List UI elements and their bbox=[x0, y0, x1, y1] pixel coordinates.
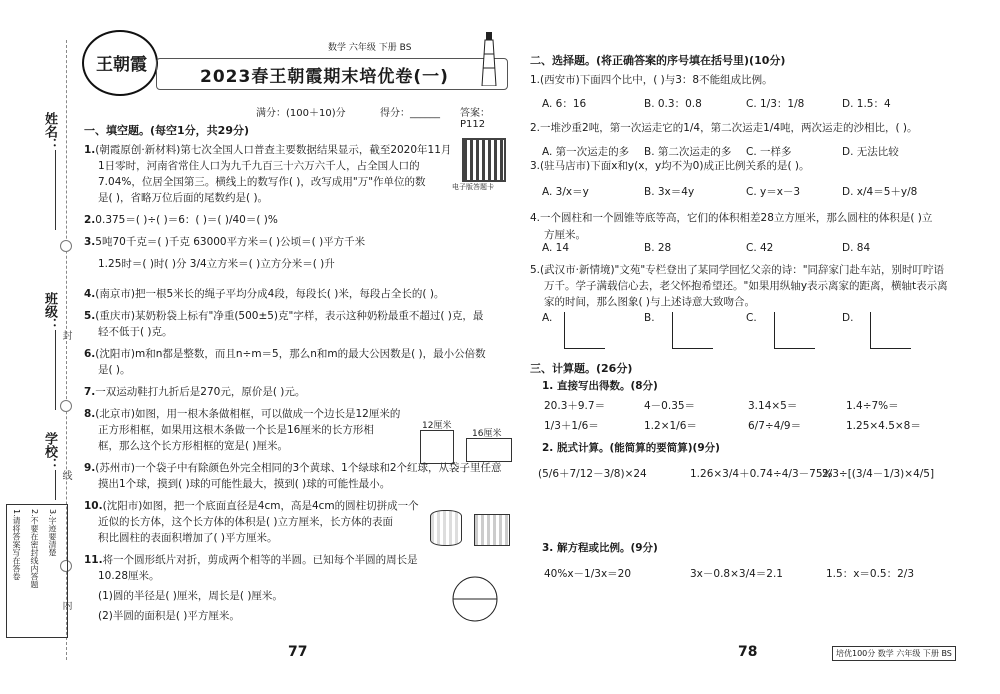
page-number: 78 bbox=[738, 644, 758, 660]
option-graph-b bbox=[672, 312, 713, 349]
question-line bbox=[98, 422, 374, 437]
section-choice: 二、选择题。(将正确答案的序号填在括号里)(10分) bbox=[530, 54, 786, 67]
choice-option[interactable]: C. 1/3：1/8 bbox=[746, 98, 805, 110]
class-label: 班级： bbox=[42, 292, 57, 331]
calc-item: 20.3＋9.7＝ bbox=[544, 400, 606, 412]
question-line bbox=[98, 190, 268, 205]
circle-figure bbox=[450, 574, 500, 624]
rectangle-length-label: 16厘米 bbox=[472, 429, 502, 439]
cylinder-figure bbox=[430, 510, 462, 546]
choice-option[interactable]: A. 14 bbox=[542, 242, 570, 254]
question-text: (沈阳市)如图，把一个底面直径是4cm，高是4cm的圆柱切拼成一个 bbox=[102, 500, 419, 512]
question-line bbox=[84, 234, 365, 249]
question-number: 8. bbox=[84, 408, 96, 420]
question-line bbox=[98, 362, 131, 377]
question-text: 一双运动鞋打九折后是270元，原价是( )元。 bbox=[95, 386, 306, 398]
calc-part-3: 3. 解方程或比例。(9分) bbox=[542, 542, 658, 554]
question-line bbox=[84, 142, 451, 157]
binding-sidebar bbox=[0, 0, 78, 694]
calc-item: 1.26×3/4＋0.74÷4/3－75% bbox=[690, 468, 833, 480]
question-line: 方厘米。 bbox=[544, 229, 586, 241]
question-number: 2. bbox=[84, 214, 96, 226]
section-fill-blank: 一、填空题。(每空1分，共29分) bbox=[84, 124, 250, 137]
question-text: (2)半圆的面积是( )平方厘米。 bbox=[98, 610, 240, 622]
calc-item: 3.14×5＝ bbox=[748, 400, 798, 412]
binding-hole bbox=[60, 400, 72, 412]
question-line bbox=[98, 568, 160, 583]
question-text: 正方形相框，如果用这根木条做一个长是16厘米的长方形相 bbox=[98, 424, 374, 436]
exam-title: 2023春王朝霞期末培优卷(一) bbox=[200, 67, 449, 87]
question-line bbox=[98, 174, 426, 189]
choice-option[interactable]: D. bbox=[842, 312, 854, 324]
choice-option[interactable]: A. 6：16 bbox=[542, 98, 587, 110]
name-label: 姓名： bbox=[42, 112, 57, 151]
choice-option[interactable]: D. 1.5：4 bbox=[842, 98, 891, 110]
question-line: 家的时间，那么图象( )与上述诗意大致吻合。 bbox=[544, 296, 756, 308]
question-number: 5. bbox=[84, 310, 96, 322]
choice-question: 2.一堆沙重2吨，第一次运走它的1/4，第二次运走1/4吨，两次运走的沙相比，( )。 bbox=[530, 122, 918, 134]
full-score: 满分：(100＋10)分 bbox=[256, 108, 346, 119]
question-text: 1日零时，河南省常住人口为九千九百三十六万六千人，占全国人口的 bbox=[98, 160, 420, 172]
question-line bbox=[98, 324, 173, 339]
calc-item: 6/7÷4/9＝ bbox=[748, 420, 802, 432]
question-line bbox=[84, 308, 483, 323]
question-number: 4. bbox=[84, 288, 96, 300]
question-text: (沈阳市)m和n都是整数，而且n÷m＝5，那么n和m的最大公因数是( )，最小公倍数 bbox=[95, 348, 486, 360]
calc-item: 2/3÷[(3/4－1/3)×4/5] bbox=[822, 468, 935, 480]
question-line bbox=[84, 346, 486, 361]
cuboid-figure bbox=[474, 514, 510, 546]
school-field[interactable] bbox=[55, 470, 56, 500]
square-frame-figure bbox=[420, 430, 454, 464]
choice-option[interactable]: B. 第二次运走的多 bbox=[644, 146, 732, 158]
notice-line: 2.不要在密封线内答题 bbox=[30, 509, 39, 589]
qr-code[interactable] bbox=[462, 138, 506, 182]
seal-mark: 封 bbox=[60, 330, 71, 340]
choice-option[interactable]: A. bbox=[542, 312, 553, 324]
question-text: 是( )，省略万位后面的尾数约是( )。 bbox=[98, 192, 269, 204]
question-number: 10. bbox=[84, 500, 103, 512]
question-number: 9. bbox=[84, 462, 96, 474]
question-text: (朝霞原创·新材料)第七次全国人口普查主要数据结果显示，截至2020年11月 bbox=[95, 144, 452, 156]
subject-tag: 数学 六年级 下册 BS bbox=[328, 43, 412, 53]
question-line bbox=[98, 608, 240, 623]
question-line bbox=[84, 498, 419, 513]
question-line bbox=[98, 530, 278, 545]
calc-item: 1/3＋1/6＝ bbox=[544, 420, 599, 432]
question-number: 7. bbox=[84, 386, 96, 398]
choice-option[interactable]: B. 0.3：0.8 bbox=[644, 98, 702, 110]
square-side-label: 12厘米 bbox=[422, 421, 452, 431]
option-graph-c bbox=[774, 312, 815, 349]
rectangle-frame-figure bbox=[466, 438, 512, 462]
page-right bbox=[520, 0, 990, 694]
question-line bbox=[98, 438, 288, 453]
question-text: (重庆市)某奶粉袋上标有"净重(500±5)克"字样，表示这种奶粉最重不超过( )克，最 bbox=[95, 310, 484, 322]
calc-item: 1.5：x＝0.5：2/3 bbox=[826, 568, 915, 580]
choice-option[interactable]: D. 84 bbox=[842, 242, 871, 254]
brand-logo: 王朝霞 bbox=[82, 30, 158, 96]
qr-caption: 电子版答题卡 bbox=[452, 183, 494, 191]
question-text: (苏州市)一个袋子中有除颜色外完全相同的3个黄球、1个绿球和2个红球，从袋子里任意 bbox=[95, 462, 502, 474]
question-line bbox=[98, 256, 335, 271]
option-graph-d bbox=[870, 312, 911, 349]
question-text: 10.28厘米。 bbox=[98, 570, 160, 582]
question-number: 3. bbox=[84, 236, 96, 248]
page-number: 77 bbox=[288, 644, 308, 660]
question-number: 1. bbox=[84, 144, 96, 156]
choice-option[interactable]: C. y＝x－3 bbox=[746, 186, 801, 198]
question-text: 1.25时＝( )时( )分 3/4立方米＝( )立方分米＝( )升 bbox=[98, 258, 335, 270]
choice-option[interactable]: D. 无法比较 bbox=[842, 146, 899, 158]
seal-mark: 内 bbox=[60, 600, 71, 610]
question-line bbox=[84, 212, 278, 227]
calc-part-2: 2. 脱式计算。(能简算的要简算)(9分) bbox=[542, 442, 720, 454]
choice-option[interactable]: C. bbox=[746, 312, 757, 324]
calc-item: 40%x－1/3x＝20 bbox=[544, 568, 632, 580]
question-line bbox=[98, 476, 390, 491]
calc-item: 3x－0.8×3/4＝2.1 bbox=[690, 568, 783, 580]
choice-option[interactable]: B. 3x＝4y bbox=[644, 186, 695, 198]
question-text: 积比圆柱的表面积增加了( )平方厘米。 bbox=[98, 532, 278, 544]
question-number: 11. bbox=[84, 554, 103, 566]
name-field[interactable] bbox=[55, 150, 56, 230]
question-text: 0.375＝( )÷( )＝6：( )＝( )/40＝( )% bbox=[95, 214, 278, 226]
choice-option[interactable]: A. 第一次运走的多 bbox=[542, 146, 630, 158]
notice-line: 1.请将答案写在答卷 bbox=[12, 509, 21, 581]
question-line bbox=[84, 406, 400, 421]
school-label: 学校： bbox=[42, 432, 57, 471]
footer-tag: 培优100分 数学 六年级 下册 BS bbox=[832, 646, 956, 661]
question-text: 7.04%，位居全国第三。横线上的数写作( )，改写成用"万"作单位的数 bbox=[98, 176, 426, 188]
choice-option[interactable]: C. 一样多 bbox=[746, 146, 792, 158]
lighthouse-icon bbox=[478, 30, 500, 86]
option-graph-a bbox=[564, 312, 605, 349]
calc-item: (5/6＋7/12－3/8)×24 bbox=[538, 468, 647, 480]
exam-notice bbox=[6, 504, 68, 638]
choice-option[interactable]: A. 3/x＝y bbox=[542, 186, 589, 198]
choice-question: 4.一个圆柱和一个圆锥等底等高，它们的体积相差28立方厘米，那么圆柱的体积是( )立 bbox=[530, 212, 933, 224]
choice-option[interactable]: C. 42 bbox=[746, 242, 774, 254]
answer-ref: 答案：P112 bbox=[460, 108, 490, 130]
score-field[interactable]: 得分：______ bbox=[380, 108, 440, 119]
binding-hole bbox=[60, 240, 72, 252]
question-line bbox=[98, 588, 283, 603]
notice-line: 3.字迹要清楚 bbox=[48, 509, 57, 557]
question-line bbox=[84, 384, 305, 399]
section-calc: 三、计算题。(26分) bbox=[530, 362, 633, 375]
calc-item: 1.25×4.5×8＝ bbox=[846, 420, 921, 432]
choice-question: 5.(武汉市·新情境)"文苑"专栏登出了某同学回忆父亲的诗："同辞家门赴车站，别时叮咛语 bbox=[530, 264, 945, 276]
choice-question: 1.(西安市)下面四个比中，( )与3：8不能组成比例。 bbox=[530, 74, 773, 86]
choice-question: 3.(驻马店市)下面x和y(x，y均不为0)成正比例关系的是( )。 bbox=[530, 160, 810, 172]
question-number: 6. bbox=[84, 348, 96, 360]
question-text: 将一个圆形纸片对折，剪成两个相等的半圆。已知每个半圆的周长是 bbox=[102, 554, 418, 566]
question-line bbox=[98, 158, 420, 173]
question-text: 轻不低于( )克。 bbox=[98, 326, 173, 338]
question-line: 万千。学子满载信心去，老父怀抱希望还。"如果用纵轴y表示离家的距离，横轴t表示离 bbox=[544, 280, 948, 292]
choice-option[interactable]: B. bbox=[644, 312, 655, 324]
calc-item: 1.4÷7%＝ bbox=[846, 400, 899, 412]
class-field[interactable] bbox=[55, 330, 56, 410]
seal-mark: 线 bbox=[60, 470, 71, 480]
question-line bbox=[84, 552, 418, 567]
question-text: 是( )。 bbox=[98, 364, 131, 376]
calc-item: 1.2×1/6＝ bbox=[644, 420, 697, 432]
question-line bbox=[84, 286, 444, 301]
question-text: (南京市)把一根5米长的绳子平均分成4段，每段长( )米，每段占全长的( )。 bbox=[95, 288, 445, 300]
question-text: 框，那么这个长方形相框的宽是( )厘米。 bbox=[98, 440, 289, 452]
choice-option[interactable]: B. 28 bbox=[644, 242, 672, 254]
question-text: 近似的长方体，这个长方体的体积是( )立方厘米，长方体的表面 bbox=[98, 516, 394, 528]
question-line bbox=[98, 514, 393, 529]
question-text: 摸出1个球，摸到( )球的可能性最大，摸到( )球的可能性最小。 bbox=[98, 478, 391, 490]
calc-item: 4－0.35＝ bbox=[644, 400, 696, 412]
calc-part-1: 1. 直接写出得数。(8分) bbox=[542, 380, 658, 392]
choice-option[interactable]: D. x/4＝5＋y/8 bbox=[842, 186, 918, 198]
question-text: 5吨70千克＝( )千克 63000平方米＝( )公顷＝( )平方千米 bbox=[95, 236, 366, 248]
page-left bbox=[80, 0, 510, 694]
question-text: (北京市)如图，用一根木条做相框，可以做成一个边长是12厘米的 bbox=[95, 408, 401, 420]
question-text: (1)圆的半径是( )厘米，周长是( )厘米。 bbox=[98, 590, 283, 602]
